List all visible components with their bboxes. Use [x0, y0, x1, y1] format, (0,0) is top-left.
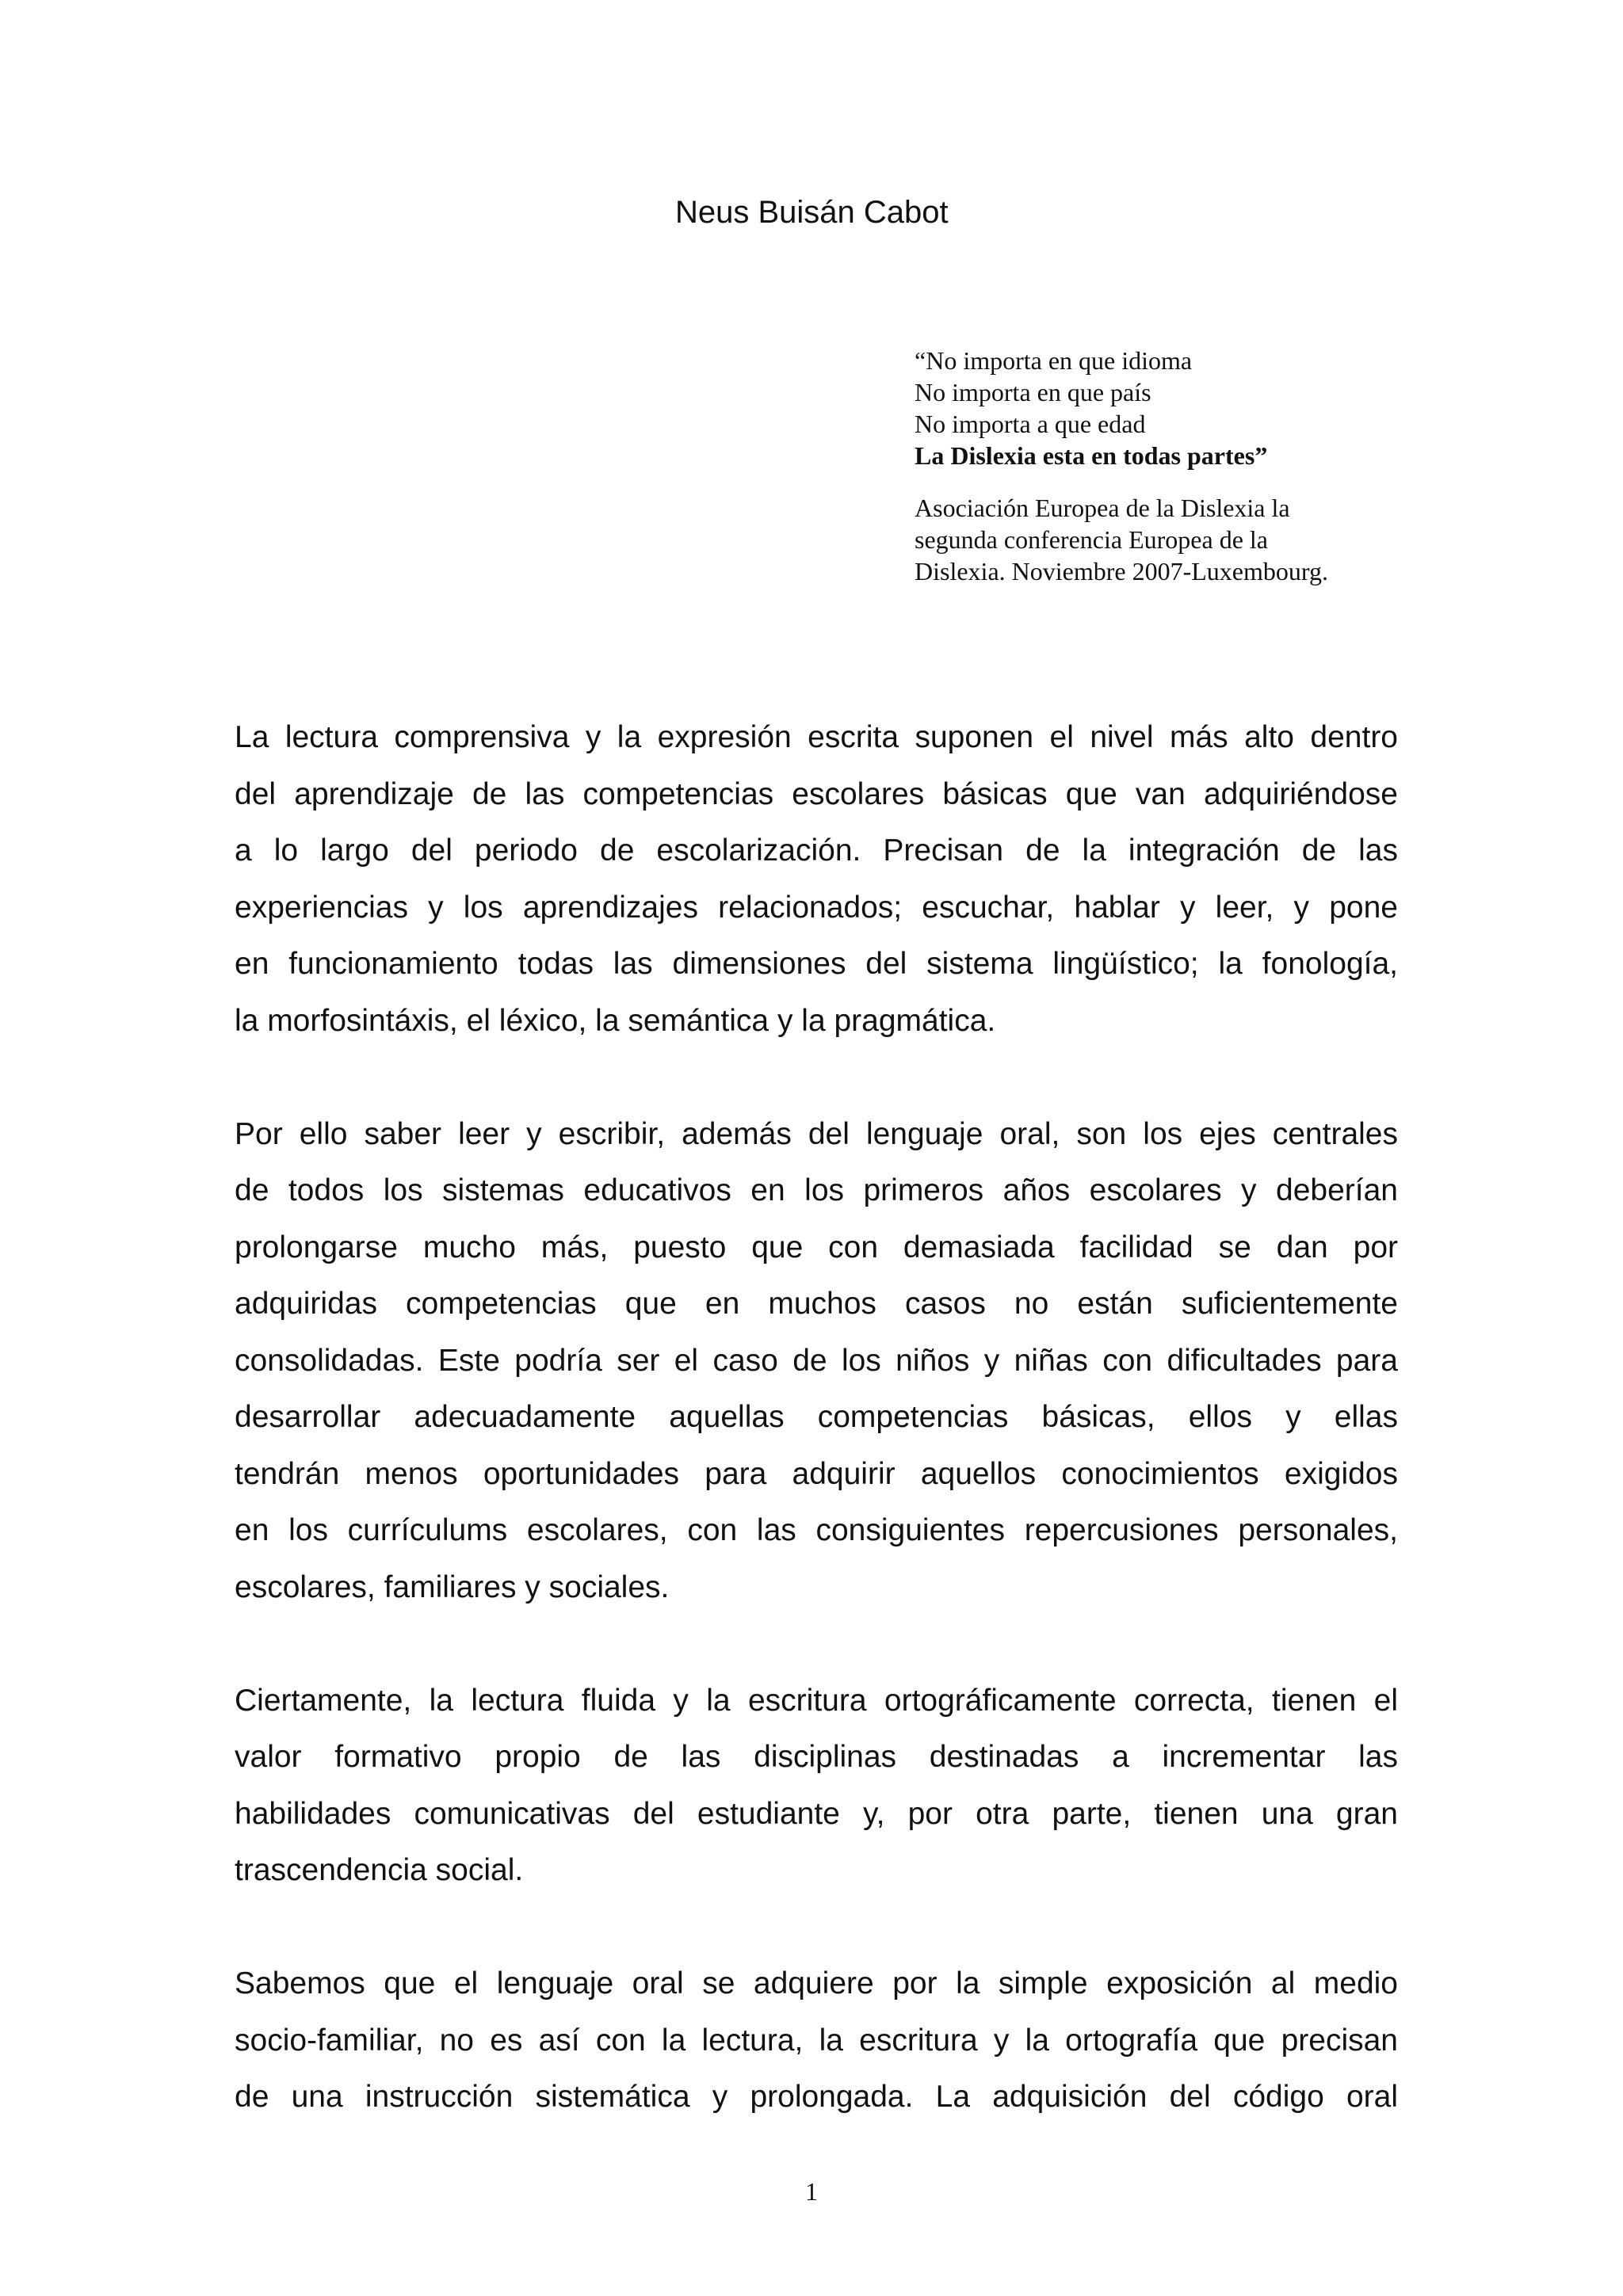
paragraph-line: Sabemos que el lenguaje oral se adquiere por la simple exposición al medio [235, 1966, 1398, 2000]
paragraph-line: de todos los sistemas educativos en los primeros años escolares y deberían [235, 1173, 1398, 1207]
paragraph [235, 709, 1398, 1049]
paragraph-line: desarrollar adecuadamente aquellas competencias básicas, ellos y ellas [235, 1400, 1398, 1434]
paragraph-line: del aprendizaje de las competencias escolares básicas que van adquiriéndose [235, 776, 1398, 811]
paragraph-line: socio-familiar, no es así con la lectura, la escritura y la ortografía que precisan [235, 2023, 1398, 2058]
paragraph-line: a lo largo del periodo de escolarización. Precisan de la integración de las [235, 833, 1398, 868]
epigraph-line: No importa a que edad [915, 410, 1146, 438]
paragraph-line: consolidadas. Este podría ser el caso de los niños y niñas con dificultades para [235, 1343, 1398, 1378]
paragraph-line: Por ello saber leer y escribir, además del lenguaje oral, son los ejes centrales [235, 1116, 1398, 1151]
paragraph-line: en los currículums escolares, con las consiguientes repercusiones personales, [235, 1513, 1398, 1547]
paragraph [235, 1672, 1398, 1899]
paragraph-line: en funcionamiento todas las dimensiones del sistema lingüístico; la fonología, [235, 947, 1398, 981]
paragraph-line: tendrán menos oportunidades para adquirir aquellos conocimientos exigidos [235, 1456, 1398, 1491]
epigraph-source-line: Dislexia. Noviembre 2007-Luxembourg. [915, 557, 1328, 585]
paragraph-line: experiencias y los aprendizajes relacionados; escuchar, hablar y leer, y pone [235, 890, 1398, 925]
epigraph-line: No importa en que país [915, 378, 1151, 406]
paragraph [235, 1955, 1398, 2126]
epigraph-source [915, 492, 1422, 587]
paragraph-line: habilidades comunicativas del estudiante y, por otra parte, tienen una gran [235, 1796, 1398, 1831]
author-name: Neus Buisán Cabot [675, 195, 949, 230]
paragraph [235, 1106, 1398, 1616]
paragraph-line: la morfosintáxis, el léxico, la semántica y la pragmática. [235, 1003, 996, 1038]
page-number: 1 [805, 2177, 818, 2206]
paragraph-line: adquiridas competencias que en muchos casos no están suficientemente [235, 1287, 1398, 1321]
paragraph-line: trascendencia social. [235, 1853, 524, 1887]
paragraph-line: La lectura comprensiva y la expresión escrita suponen el nivel más alto dentro [235, 720, 1398, 754]
body-text [235, 709, 1398, 2126]
paragraph-line: de una instrucción sistemática y prolongada. La adquisición del código oral [235, 2080, 1398, 2114]
paragraph-line: escolares, familiares y sociales. [235, 1569, 670, 1604]
epigraph-emphasis-line: La Dislexia esta en todas partes” [915, 441, 1268, 470]
epigraph-source-line: segunda conferencia Europea de la [915, 525, 1268, 554]
paragraph-line: valor formativo propio de las disciplinas destinadas a incrementar las [235, 1740, 1398, 1774]
epigraph-source-line: Asociación Europea de la Dislexia la [915, 494, 1290, 522]
epigraph-line: “No importa en que idioma [915, 346, 1193, 375]
paragraph-line: prolongarse mucho más, puesto que con demasiada facilidad se dan por [235, 1230, 1398, 1264]
epigraph-quote [915, 345, 1422, 587]
paragraph-line: Ciertamente, la lectura fluida y la escritura ortográficamente correcta, tienen el [235, 1683, 1398, 1718]
